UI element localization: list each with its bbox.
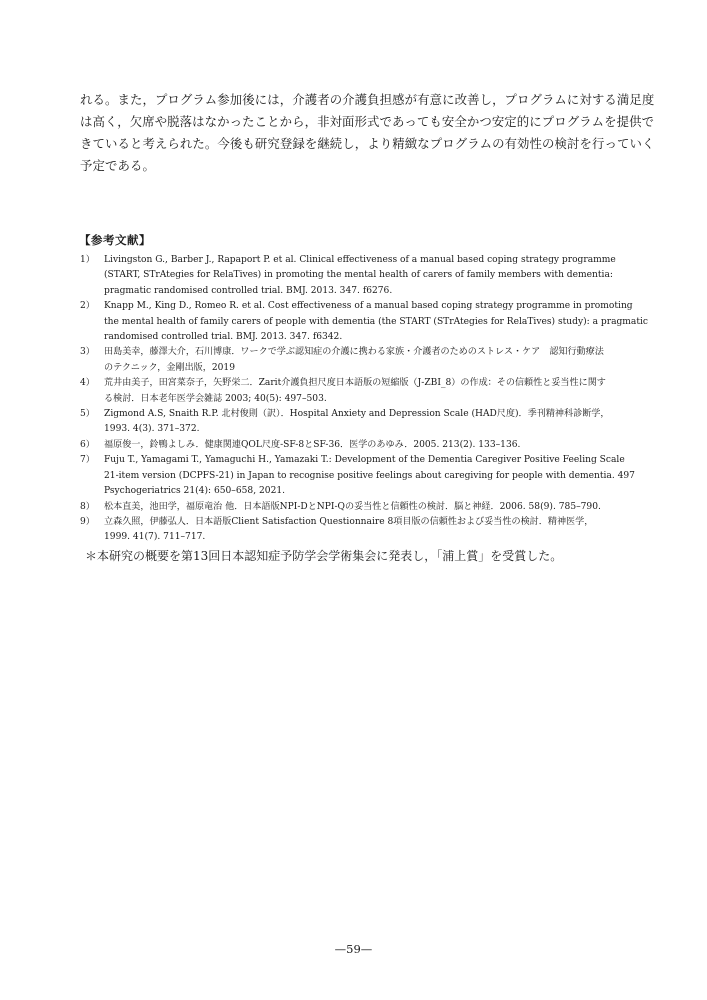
reference-item (80, 453, 635, 499)
reference-text-line: Livingston G., Barber J., Rapaport P. et al. Clinical effectiveness of a manual based coping strategy programme (104, 255, 616, 265)
reference-item (80, 438, 632, 453)
page-number: —59— (334, 942, 373, 956)
reference-item (80, 253, 632, 299)
reference-item (80, 515, 632, 546)
references-heading: 【参考文献】 (79, 233, 151, 247)
intro-line: れる。また，プログラム参加後には，介護者の介護負担感が有意に改善し，プログラムに対する満足度 (80, 92, 655, 107)
reference-text-line: (START, STrAtegies for RelaTives) in promoting the mental health of carers of family members with dementia: (104, 270, 613, 281)
reference-text-line: pragmatic randomised controlled trial. BMJ. 2013. 347. f6276. (104, 285, 393, 296)
reference-text-line: 福原俊一，鈴鴨よしみ．健康関連QOL尺度-SF-8とSF-36．医学のあゆみ．2005. 213(2). 133–136. (104, 439, 521, 450)
reference-text-line: 1993. 4(3). 371–372. (104, 424, 200, 435)
intro-line: は高く，欠席や脱落はなかったことから，非対面形式であっても安全かつ安定的にプログラムを提供で (80, 114, 655, 129)
reference-text-line: randomised controlled trial. BMJ. 2013. 347. f6342. (104, 332, 343, 343)
reference-text-line: 立森久照，伊藤弘人．日本語版Client Satisfaction Questionnaire 8項目版の信頼性および妥当性の検討．精神医学， (104, 516, 594, 527)
reference-text-line: る検討．日本老年医学会雑誌 2003; 40(5): 497–503. (104, 393, 327, 404)
reference-number: 9） (80, 516, 95, 527)
reference-number: 5） (80, 409, 95, 420)
references-list (80, 253, 649, 546)
reference-text-line: 荒井由美子，田宮菜奈子，矢野栄二．Zarit介護負担尺度日本語版の短縮版（J-ZBI_8）の作成：その信頼性と妥当性に関す (104, 378, 606, 389)
intro-line: 予定である。 (80, 158, 155, 173)
reference-text-line: 1999. 41(7). 711–717. (104, 532, 206, 543)
intro-paragraph (80, 89, 655, 177)
reference-text-line: 21-item version (DCPFS-21) in Japan to recognise positive feelings about caregiving for people with dementia. 497 (104, 470, 635, 481)
reference-item (80, 407, 632, 438)
reference-number: 6） (80, 439, 95, 450)
reference-number: 7） (80, 455, 95, 466)
reference-number: 8） (80, 501, 95, 512)
award-note: ＊本研究の概要を第13回日本認知症予防学会学術集会に発表し，「浦上賞」を受賞した。 (85, 549, 563, 563)
reference-number: 2） (80, 301, 95, 312)
reference-number: 4） (80, 378, 95, 389)
intro-line: きていると考えられた。今後も研究登録を継続し，より精緻なプログラムの有効性の検討を行っていく (80, 136, 655, 151)
reference-text-line: Zigmond A.S, Snaith R.P. 北村俊則（訳）．Hospital Anxiety and Depression Scale (HAD尺度)．季刊精神科診断学， (104, 409, 610, 420)
reference-text-line: Knapp M., King D., Romeo R. et al. Cost effectiveness of a manual based coping strategy programme in promoting (104, 301, 633, 312)
reference-text-line: のテクニック，金剛出版，2019 (104, 362, 235, 373)
reference-text-line: 田島美幸，藤澤大介，石川博康．ワークで学ぶ認知症の介護に携わる家族・介護者のためのストレス・ケア 認知行動療法 (104, 347, 604, 358)
reference-text-line: Psychogeriatrics 21(4): 650–658, 2021. (104, 486, 286, 497)
reference-text-line: Fuju T., Yamagami T., Yamaguchi H., Yamazaki T.: Development of the Dementia Caregiver Positive Feeling Scale (104, 455, 625, 466)
reference-number: 1） (80, 255, 95, 265)
reference-number: 3） (80, 347, 95, 358)
reference-text-line: 松本直美，池田学，福原竜治 他．日本語版NPI-DとNPI-Qの妥当性と信頼性の検討．脳と神経．2006. 58(9). 785–790. (104, 501, 601, 512)
reference-item (80, 299, 649, 345)
reference-item (80, 500, 632, 515)
reference-text-line: the mental health of family carers of people with dementia (the START (STrAtegies for RelaTives) study): a pragmatic (104, 316, 649, 327)
reference-item (80, 345, 632, 376)
reference-item (80, 376, 632, 407)
